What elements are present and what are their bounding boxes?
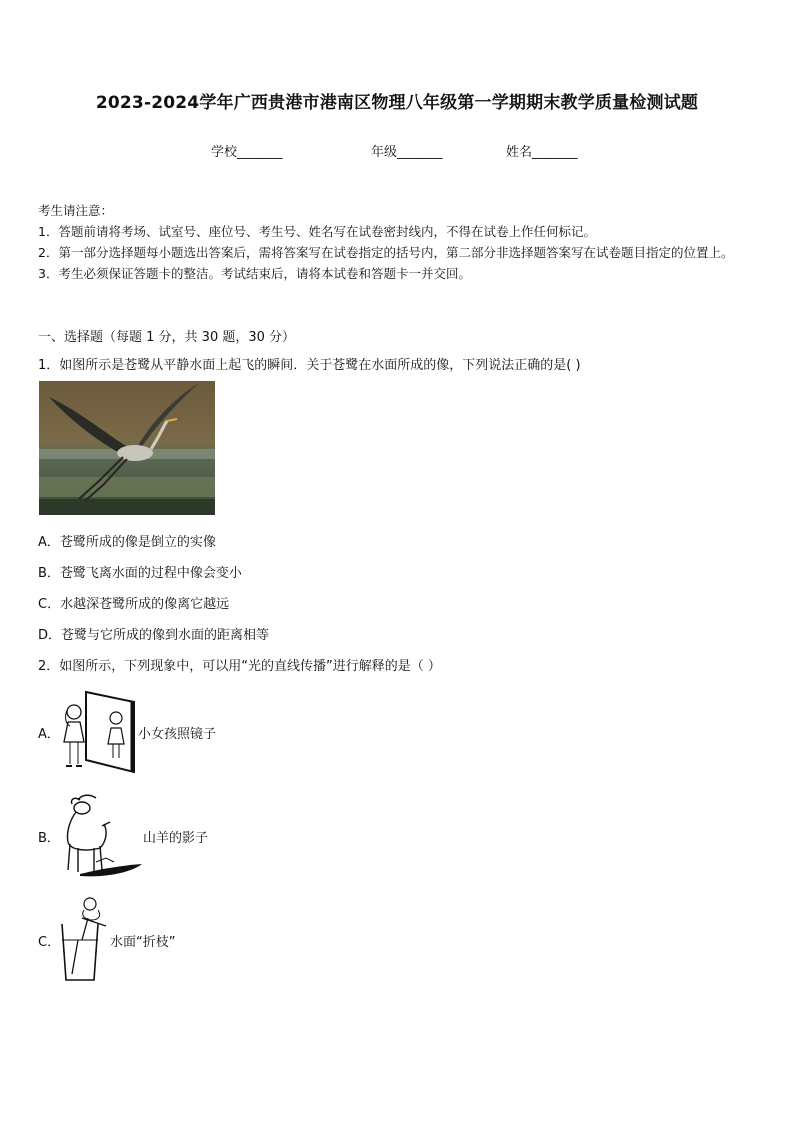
notice-item-2: 2．第一部分选择题每小题选出答案后，需将答案写在试卷指定的括号内，第二部分非选择题答案写在试卷题目指定的位置上。: [38, 245, 734, 260]
glass-icon: [58, 896, 110, 984]
notice-heading: 考生请注意：: [38, 203, 114, 218]
q2-option-c-letter: C．: [38, 935, 61, 950]
section-heading: 一、选择题（每题 1 分，共 30 题，30 分）: [38, 330, 296, 345]
q2-option-c-label: 水面“折枝”: [110, 935, 176, 950]
notice-item-1: 1．答题前请将考场、试室号、座位号、考生号、姓名写在试卷密封线内，不得在试卷上作任何标记。: [38, 224, 596, 239]
question-1-stem: 1．如图所示是苍鹭从平静水面上起飞的瞬间．关于苍鹭在水面所成的像，下列说法正确的是( ): [38, 358, 581, 373]
girl-mirror-icon: [58, 688, 138, 774]
q1-option-b: B．苍鹭飞离水面的过程中像会变小: [38, 566, 242, 581]
glass-pencil-illustration: [58, 896, 110, 984]
goat-shadow-illustration: [56, 792, 146, 878]
q1-option-a: A．苍鹭所成的像是倒立的实像: [38, 535, 216, 550]
page-title: 2023-2024学年广西贵港市港南区物理八年级第一学期期末教学质量检测试题: [95, 93, 699, 113]
heron-image: [39, 381, 215, 515]
question-2-stem: 2．如图所示，下列现象中，可以用“光的直线传播”进行解释的是（ ）: [38, 659, 441, 674]
q2-option-b-letter: B．: [38, 831, 60, 846]
q2-option-b-label: 山羊的影子: [143, 831, 209, 846]
goat-icon: [56, 792, 146, 878]
q1-option-c: C．水越深苍鹭所成的像离它越远: [38, 597, 230, 612]
grade-field[interactable]: 年级_______: [371, 145, 443, 160]
girl-mirror-illustration: [58, 688, 138, 774]
q2-option-a-label: 小女孩照镜子: [138, 727, 217, 742]
notice-item-3: 3．考生必须保证答题卡的整洁。考试结束后，请将本试卷和答题卡一并交回。: [38, 266, 471, 281]
notice-block: [38, 200, 760, 284]
q2-option-a-letter: A．: [38, 727, 60, 742]
heron-photo: [39, 381, 215, 515]
name-field[interactable]: 姓名_______: [506, 145, 578, 160]
school-field[interactable]: 学校_______: [211, 145, 283, 160]
q1-option-d: D．苍鹭与它所成的像到水面的距离相等: [38, 628, 270, 643]
